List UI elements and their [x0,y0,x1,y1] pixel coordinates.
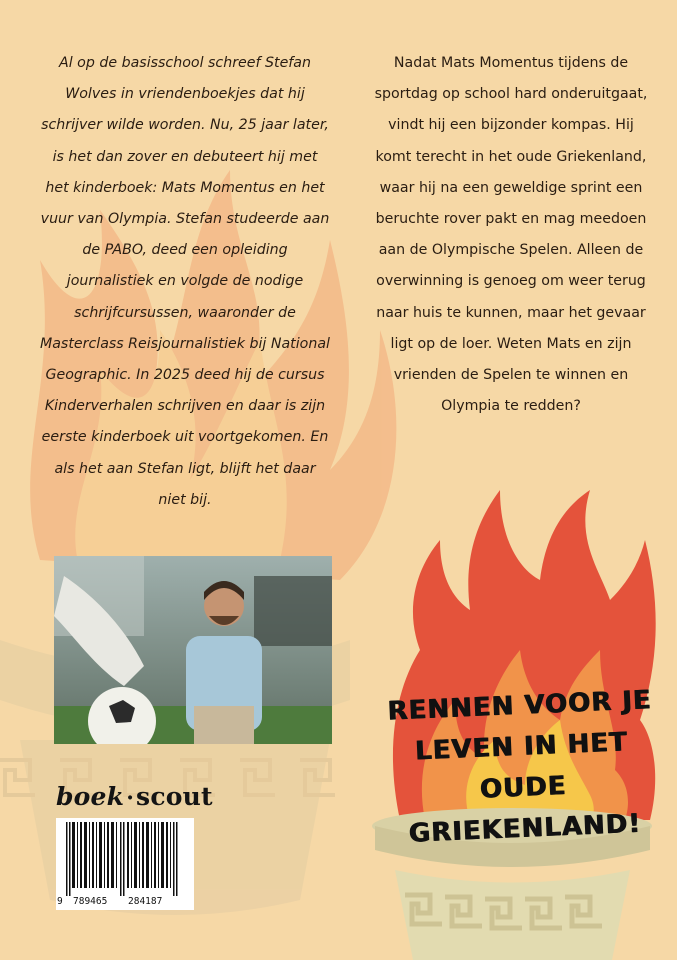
tagline-line-2: LEVEN IN HET [414,727,629,767]
publisher-logo [56,782,213,811]
tagline-line-1: RENNEN VOOR JE [386,685,652,727]
barcode-bars [56,818,194,896]
isbn-barcode [56,818,194,910]
isbn-prefix: 9 [57,896,63,907]
isbn-number [56,896,194,908]
publisher-logo-dot: · [126,785,135,811]
isbn-group-1: 789465 [73,896,108,907]
tagline-line-3: OUDE GRIEKENLAND! [407,771,642,849]
publisher-logo-part2: scout [136,782,213,811]
isbn-group-2: 284187 [128,896,163,907]
publisher-logo-part1: boek [56,782,125,811]
author-photo [54,556,332,744]
author-bio-paragraph: Al op de basisschool schreef Stefan Wolves in vriendenboekjes dat hij schrijver wilde worden. Nu, 25 jaar later, is het dan zover en debuteert hij met het kinderboek: Mats Momentus en het vuur van Olympia. Stefan studeerde aan de PABO, deed een opleiding journalistiek en volgde de nodige schrijfcursussen, waaronder de Masterclass Reisjournalistiek bij National Geographic. In 2025 deed hij de cursus Kinderverhalen schrijven en daar is zijn eerste kinderboek uit voortgekomen. En als het aan Stefan ligt, blijft het daar niet bij. [40,55,330,508]
book-summary-paragraph: Nadat Mats Momentus tijdens de sportdag op school hard onderuitgaat, vindt hij een bijzonder kompas. Hij komt terecht in het oude Griekenland, waar hij na een geweldige sprint een beruchte rover pakt en mag meedoen aan de Olympische Spelen. Alleen de overwinning is genoeg om weer terug naar huis te kunnen, maar het gevaar ligt op de loer. Weten Mats en zijn vrienden de Spelen te winnen en Olympia te redden? [374,55,648,415]
cover-tagline [369,680,676,857]
